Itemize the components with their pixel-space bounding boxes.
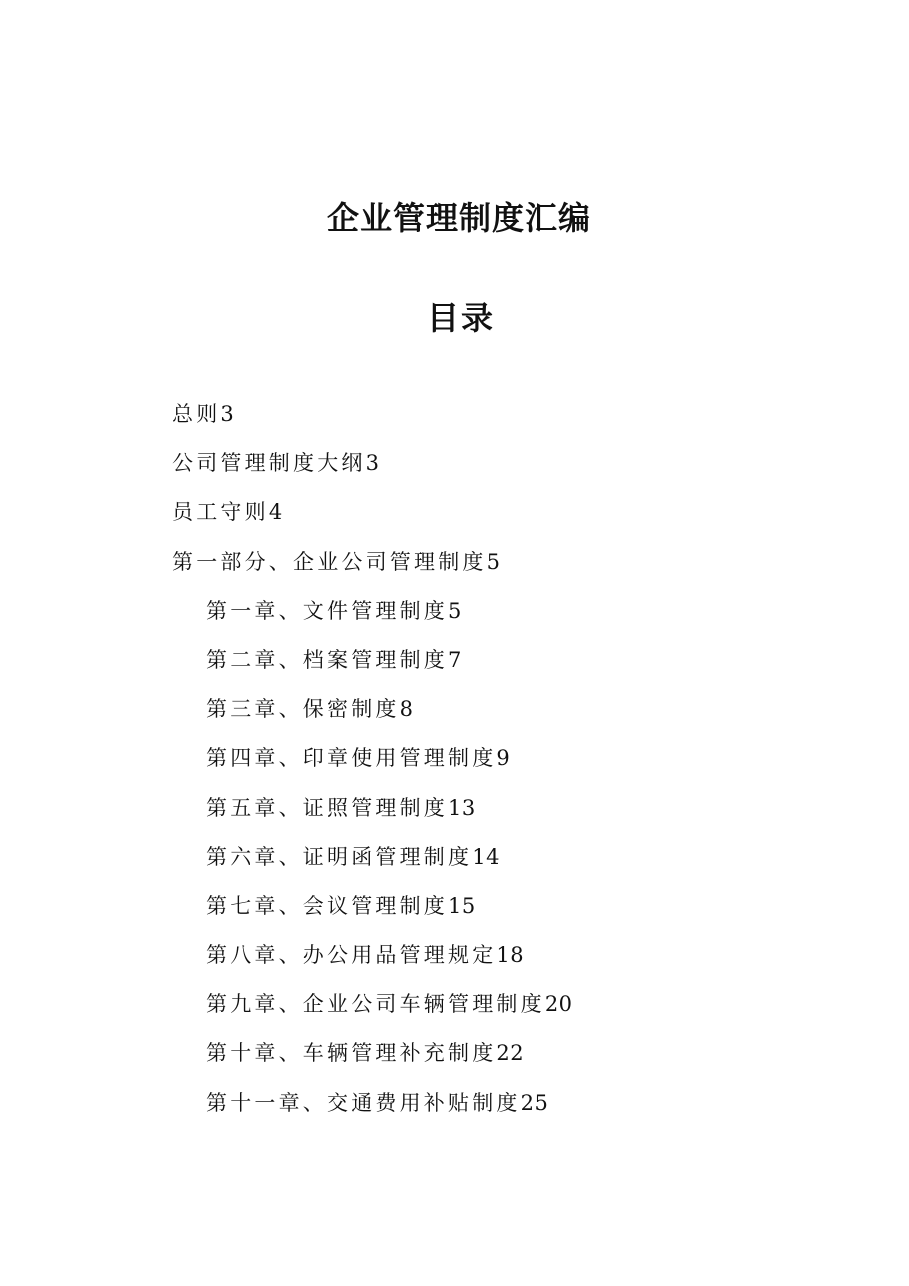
toc-entry-page: 13: [448, 795, 476, 820]
toc-entry-title: 第九章、企业公司车辆管理制度: [206, 992, 545, 1017]
toc-entry-page: 5: [486, 549, 501, 574]
toc-entry[interactable]: [172, 445, 852, 494]
toc-entry-title: 第十一章、交通费用补贴制度: [206, 1090, 521, 1115]
toc-entry[interactable]: [172, 642, 852, 691]
toc-entry-page: 18: [496, 943, 525, 968]
toc-entry-title: 总则: [172, 402, 221, 426]
toc-entry-page: 3: [220, 402, 235, 426]
toc-entry-page: 7: [448, 647, 462, 672]
toc-entry[interactable]: [172, 1035, 852, 1084]
toc-entry-title: 第三章、保密制度: [206, 697, 400, 722]
toc-entry-page: 4: [268, 500, 283, 525]
toc-entry[interactable]: [172, 544, 852, 593]
toc-entry-page: 22: [496, 1041, 525, 1066]
toc-entry-title: 第一章、文件管理制度: [206, 598, 448, 623]
toc-entry-page: 14: [472, 844, 500, 869]
document-title: 企业管理制度汇编: [326, 199, 591, 237]
toc-entry-title: 第四章、印章使用管理制度: [206, 746, 497, 771]
table-of-contents: [172, 396, 852, 1134]
toc-entry[interactable]: [172, 494, 852, 543]
toc-entry-page: 8: [399, 697, 414, 722]
toc-entry-title: 第五章、证照管理制度: [206, 795, 448, 820]
toc-entry[interactable]: [172, 937, 852, 986]
toc-entry[interactable]: [172, 593, 852, 642]
toc-entry-title: 第六章、证明函管理制度: [206, 844, 473, 869]
toc-entry-page: 20: [544, 992, 573, 1017]
toc-entry-page: 25: [520, 1090, 549, 1115]
toc-entry-page: 9: [496, 746, 511, 771]
toc-entry-page: 3: [365, 451, 380, 476]
toc-entry[interactable]: [172, 1085, 852, 1134]
toc-entry-title: 员工守则: [172, 500, 269, 525]
toc-entry[interactable]: [172, 888, 852, 937]
toc-entry-page: 15: [448, 893, 476, 918]
toc-heading: 目录: [426, 299, 495, 337]
toc-entry[interactable]: [172, 396, 852, 445]
toc-entry[interactable]: [172, 691, 852, 740]
toc-entry[interactable]: [172, 986, 852, 1035]
toc-entry-title: 第二章、档案管理制度: [206, 647, 448, 672]
toc-entry[interactable]: [172, 740, 852, 789]
toc-entry[interactable]: [172, 839, 852, 888]
toc-entry-title: 公司管理制度大纲: [172, 451, 366, 476]
toc-entry-title: 第十章、车辆管理补充制度: [206, 1041, 497, 1066]
toc-entry-title: 第七章、会议管理制度: [206, 893, 448, 918]
toc-entry-page: 5: [448, 598, 462, 623]
toc-entry[interactable]: [172, 790, 852, 839]
toc-entry-title: 第一部分、企业公司管理制度: [172, 549, 487, 574]
toc-entry-title: 第八章、办公用品管理规定: [206, 943, 497, 968]
